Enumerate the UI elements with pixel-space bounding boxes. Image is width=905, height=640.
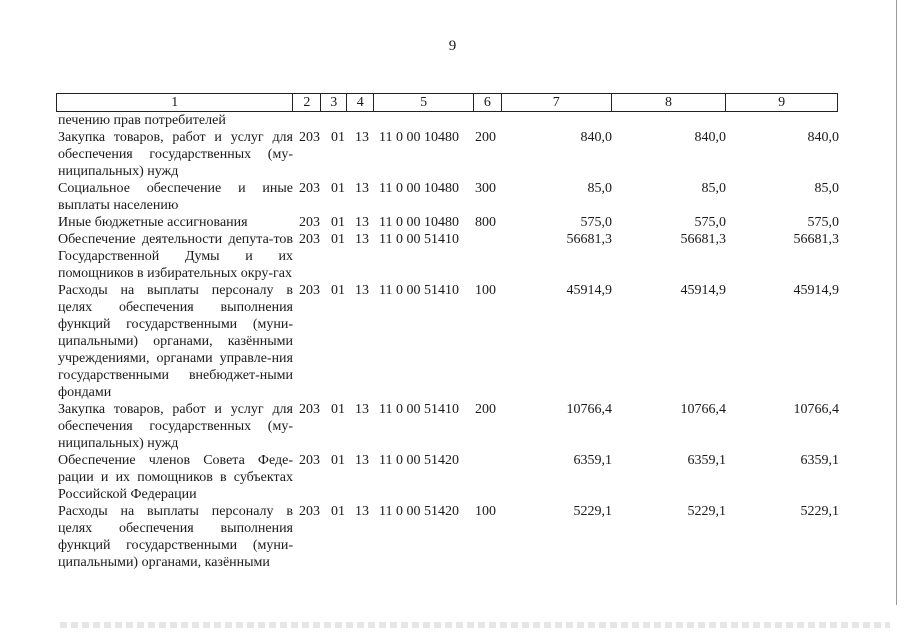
row-section: 01 [331,283,345,298]
table-row [58,231,840,282]
header-cell: 1 [57,94,293,111]
row-code: 203 [299,504,320,519]
row-target: 11 0 00 10480 [379,215,459,230]
row-name: Иные бюджетные ассигнования [58,215,248,230]
row-year3: 45914,9 [793,283,839,298]
row-year3: 5229,1 [800,504,839,519]
row-code: 203 [299,130,320,145]
row-year3: 6359,1 [800,453,839,468]
row-type: 200 [475,402,496,417]
row-subsection: 13 [355,130,369,145]
row-name: Закупка товаров, работ и услуг для обеспечения государственных (му-ниципальных) нужд [58,130,293,179]
row-year2: 85,0 [701,181,726,196]
row-subsection: 13 [355,232,369,247]
row-section: 01 [331,504,345,519]
row-type: 100 [475,504,496,519]
row-subsection: 13 [355,181,369,196]
row-name: Расходы на выплаты персоналу в целях обеспечения выполнения функций государственными (муни-ципальными) органами, казёнными [58,504,293,570]
header-cell: 5 [374,94,474,111]
table-row [58,401,840,452]
row-year2: 575,0 [694,215,726,230]
row-target: 11 0 00 10480 [379,130,459,145]
page-number: 9 [448,38,457,54]
row-year2: 6359,1 [687,453,726,468]
row-subsection: 13 [355,402,369,417]
row-year3: 575,0 [807,215,839,230]
row-target: 11 0 00 51410 [379,283,459,298]
row-type: 300 [475,181,496,196]
row-year1: 575,0 [580,215,612,230]
row-subsection: 13 [355,283,369,298]
table-row [58,282,840,401]
header-cell: 9 [778,95,786,110]
row-type: 800 [475,215,496,230]
row-section: 01 [331,181,345,196]
header-cell: 8 [612,94,727,111]
row-year1: 85,0 [587,181,612,196]
table-row [58,129,840,180]
row-section: 01 [331,215,345,230]
row-year3: 10766,4 [793,402,839,417]
row-code: 203 [299,402,320,417]
row-type: 200 [475,130,496,145]
row-year2: 56681,3 [680,232,726,247]
table-row [58,180,840,214]
table-body [58,112,840,571]
row-name: Закупка товаров, работ и услуг для обеспечения государственных (му-ниципальных) нужд [58,402,293,451]
row-year2: 840,0 [694,130,726,145]
row-year2: 45914,9 [680,283,726,298]
row-section: 01 [331,453,345,468]
header-cell: 3 [321,94,347,111]
row-target: 11 0 00 10480 [379,181,459,196]
row-code: 203 [299,232,320,247]
bleed-through-text [60,622,890,628]
row-code: 203 [299,181,320,196]
row-year1: 5229,1 [573,504,612,519]
row-name: Социальное обеспечение и иные выплаты населению [58,181,293,213]
row-target: 11 0 00 51410 [379,402,459,417]
header-cell: 2 [293,94,321,111]
row-year1: 56681,3 [566,232,612,247]
row-code: 203 [299,215,320,230]
row-section: 01 [331,130,345,145]
row-target: 11 0 00 51420 [379,453,459,468]
row-name: печению прав потребителей [58,113,226,128]
header-cell: 6 [474,94,502,111]
row-year2: 5229,1 [687,504,726,519]
row-subsection: 13 [355,215,369,230]
row-year3: 85,0 [814,181,839,196]
row-year1: 840,0 [580,130,612,145]
row-name: Обеспечение деятельности депута-тов Государственной Думы и их помощников в избирательных окру-гах [58,232,293,281]
header-cell: 4 [347,94,374,111]
header-cell: 7 [502,94,612,111]
row-year1: 6359,1 [573,453,612,468]
row-year2: 10766,4 [680,402,726,417]
row-type: 100 [475,283,496,298]
row-year1: 10766,4 [566,402,612,417]
page-edge [896,0,897,605]
row-name: Обеспечение членов Совета Феде-рации и их помощников в субъектах Российской Федерации [58,453,293,502]
row-code: 203 [299,283,320,298]
row-year3: 840,0 [807,130,839,145]
row-year1: 45914,9 [566,283,612,298]
row-section: 01 [331,402,345,417]
row-year3: 56681,3 [793,232,839,247]
row-target: 11 0 00 51420 [379,504,459,519]
row-code: 203 [299,453,320,468]
table-row [58,112,840,129]
table-header [56,93,838,112]
row-section: 01 [331,232,345,247]
table-row [58,214,840,231]
row-subsection: 13 [355,453,369,468]
row-subsection: 13 [355,504,369,519]
row-target: 11 0 00 51410 [379,232,459,247]
table-row [58,452,840,503]
row-name: Расходы на выплаты персоналу в целях обеспечения выполнения функций государственными (муни-ципальными) органами, казёнными учреждениями, органами управле-ния государственными внебюджет-ными фондами [58,283,293,400]
table-row [58,503,840,571]
